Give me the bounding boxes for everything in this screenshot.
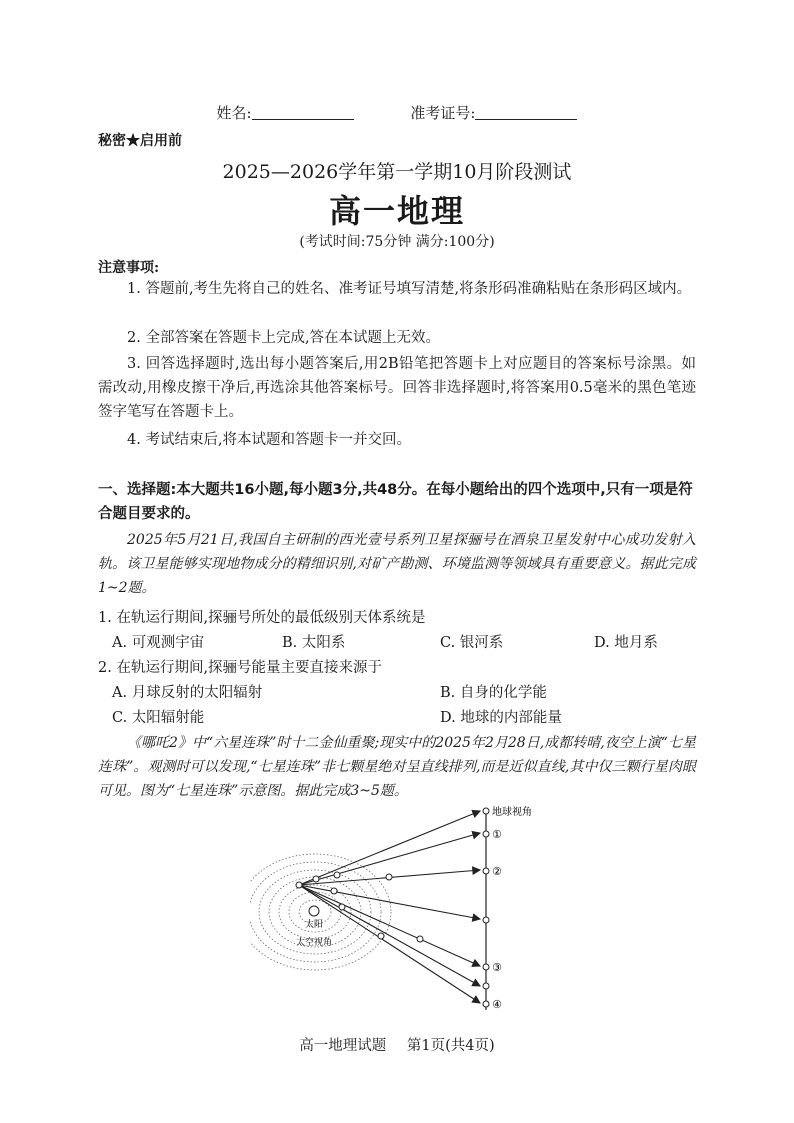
name-blank[interactable] [252, 105, 354, 120]
notice-item-1: 1. 答题前,考生先将自己的姓名、准考证号填写清楚,将条形码准确粘贴在条形码区域内。 [127, 281, 692, 297]
notice-item-4: 4. 考试结束后,将本试题和答题卡一并交回。 [127, 432, 412, 448]
orbit-rings [250, 854, 391, 970]
exam-number-label: 准考证号: [410, 104, 476, 122]
exam-number-blank[interactable] [475, 105, 577, 120]
candidate-info-row [0, 102, 794, 123]
notice-item-2: 2. 全部答案在答题卡上完成,答在本试题上无效。 [127, 330, 441, 346]
planet-point [331, 888, 337, 894]
view-point [483, 831, 489, 837]
sun-icon [309, 906, 319, 916]
sight-lines [299, 811, 480, 1003]
footer-subject: 高一地理试题 [299, 1038, 387, 1054]
view-point [483, 917, 489, 923]
q1-option-b[interactable]: B. 太阳系 [282, 635, 346, 651]
marker-1: ① [492, 828, 502, 841]
section-heading: 一、选择题:本大题共16小题,每小题3分,共48分。在每小题给出的四个选项中,只有一项是符合题目要求的。 [98, 482, 693, 522]
notice-heading: 注意事项: [98, 260, 160, 276]
name-field[interactable] [217, 102, 354, 123]
material-2: 《哪吒2》中“六星连珠”时十二金仙重聚;现实中的2025年2月28日,成都转晴,夜空上演“七星连珠”。观测时可以发现,“七星连珠”非七颗星绝对呈直线排列,而是近似直线,其中仅三颗行星肉眼可见。图为“七星连珠”示意图。据此完成3~5题。 [98, 735, 696, 799]
planet-point [378, 933, 384, 939]
question-2-stem: 2. 在轨运行期间,探骊号能量主要直接来源于 [98, 660, 383, 676]
seven-planet-alignment-figure [250, 800, 540, 1020]
time-info: (考试时间:75分钟 满分:100分) [299, 234, 495, 250]
planet-point [339, 904, 345, 910]
q1-option-a[interactable]: A. 可观测宇宙 [112, 635, 205, 651]
space-view-label: 太空视角 [296, 938, 333, 948]
marker-2: ② [492, 865, 502, 878]
q1-option-d[interactable]: D. 地月系 [594, 635, 658, 651]
exam-title: 2025—2026学年第一学期10月阶段测试 [222, 161, 572, 183]
planet-point [417, 936, 423, 942]
view-point [483, 964, 489, 970]
name-label: 姓名: [216, 104, 252, 122]
page-footer [0, 1034, 794, 1055]
question-1-stem: 1. 在轨运行期间,探骊号所处的最低级别天体系统是 [98, 610, 426, 626]
view-point [483, 868, 489, 874]
q2-option-d[interactable]: D. 地球的内部能量 [440, 710, 562, 726]
secret-mark: 秘密★启用前 [98, 133, 182, 149]
notice-item-3: 3. 回答选择题时,选出每小题答案后,用2B铅笔把答题卡上对应题目的答案标号涂黑。如需改动,用橡皮擦干净后,再选涂其他答案标号。回答非选择题时,将答案用0.5毫米的黑色笔迹签字笔写在答题卡上。 [98, 356, 696, 420]
footer-page-number: 第1页(共4页) [406, 1038, 495, 1054]
view-point [483, 1001, 489, 1007]
q2-option-c[interactable]: C. 太阳辐射能 [112, 710, 205, 726]
q2-option-b[interactable]: B. 自身的化学能 [440, 685, 547, 701]
marker-4: ④ [492, 998, 502, 1011]
planet-point [334, 872, 340, 878]
exam-number-field[interactable] [410, 102, 577, 123]
q1-option-c[interactable]: C. 银河系 [440, 635, 504, 651]
earth-point [296, 882, 302, 888]
sun-label: 太阳 [305, 920, 324, 930]
earth-view-label: 地球视角 [492, 807, 532, 818]
material-1: 2025年5月21日,我国自主研制的西光壹号系列卫星探骊号在酒泉卫星发射中心成功发射入轨。该卫星能够实现地物成分的精细识别,对矿产勘测、环境监测等领域具有重要意义。据此完成1~2题。 [98, 532, 696, 596]
planet-point [313, 876, 319, 882]
q2-option-a[interactable]: A. 月球反射的太阳辐射 [112, 685, 263, 701]
view-point [483, 808, 489, 814]
marker-3: ③ [492, 961, 502, 974]
planet-point [386, 874, 392, 880]
view-point [483, 983, 489, 989]
subject-title: 高一地理 [328, 192, 465, 230]
